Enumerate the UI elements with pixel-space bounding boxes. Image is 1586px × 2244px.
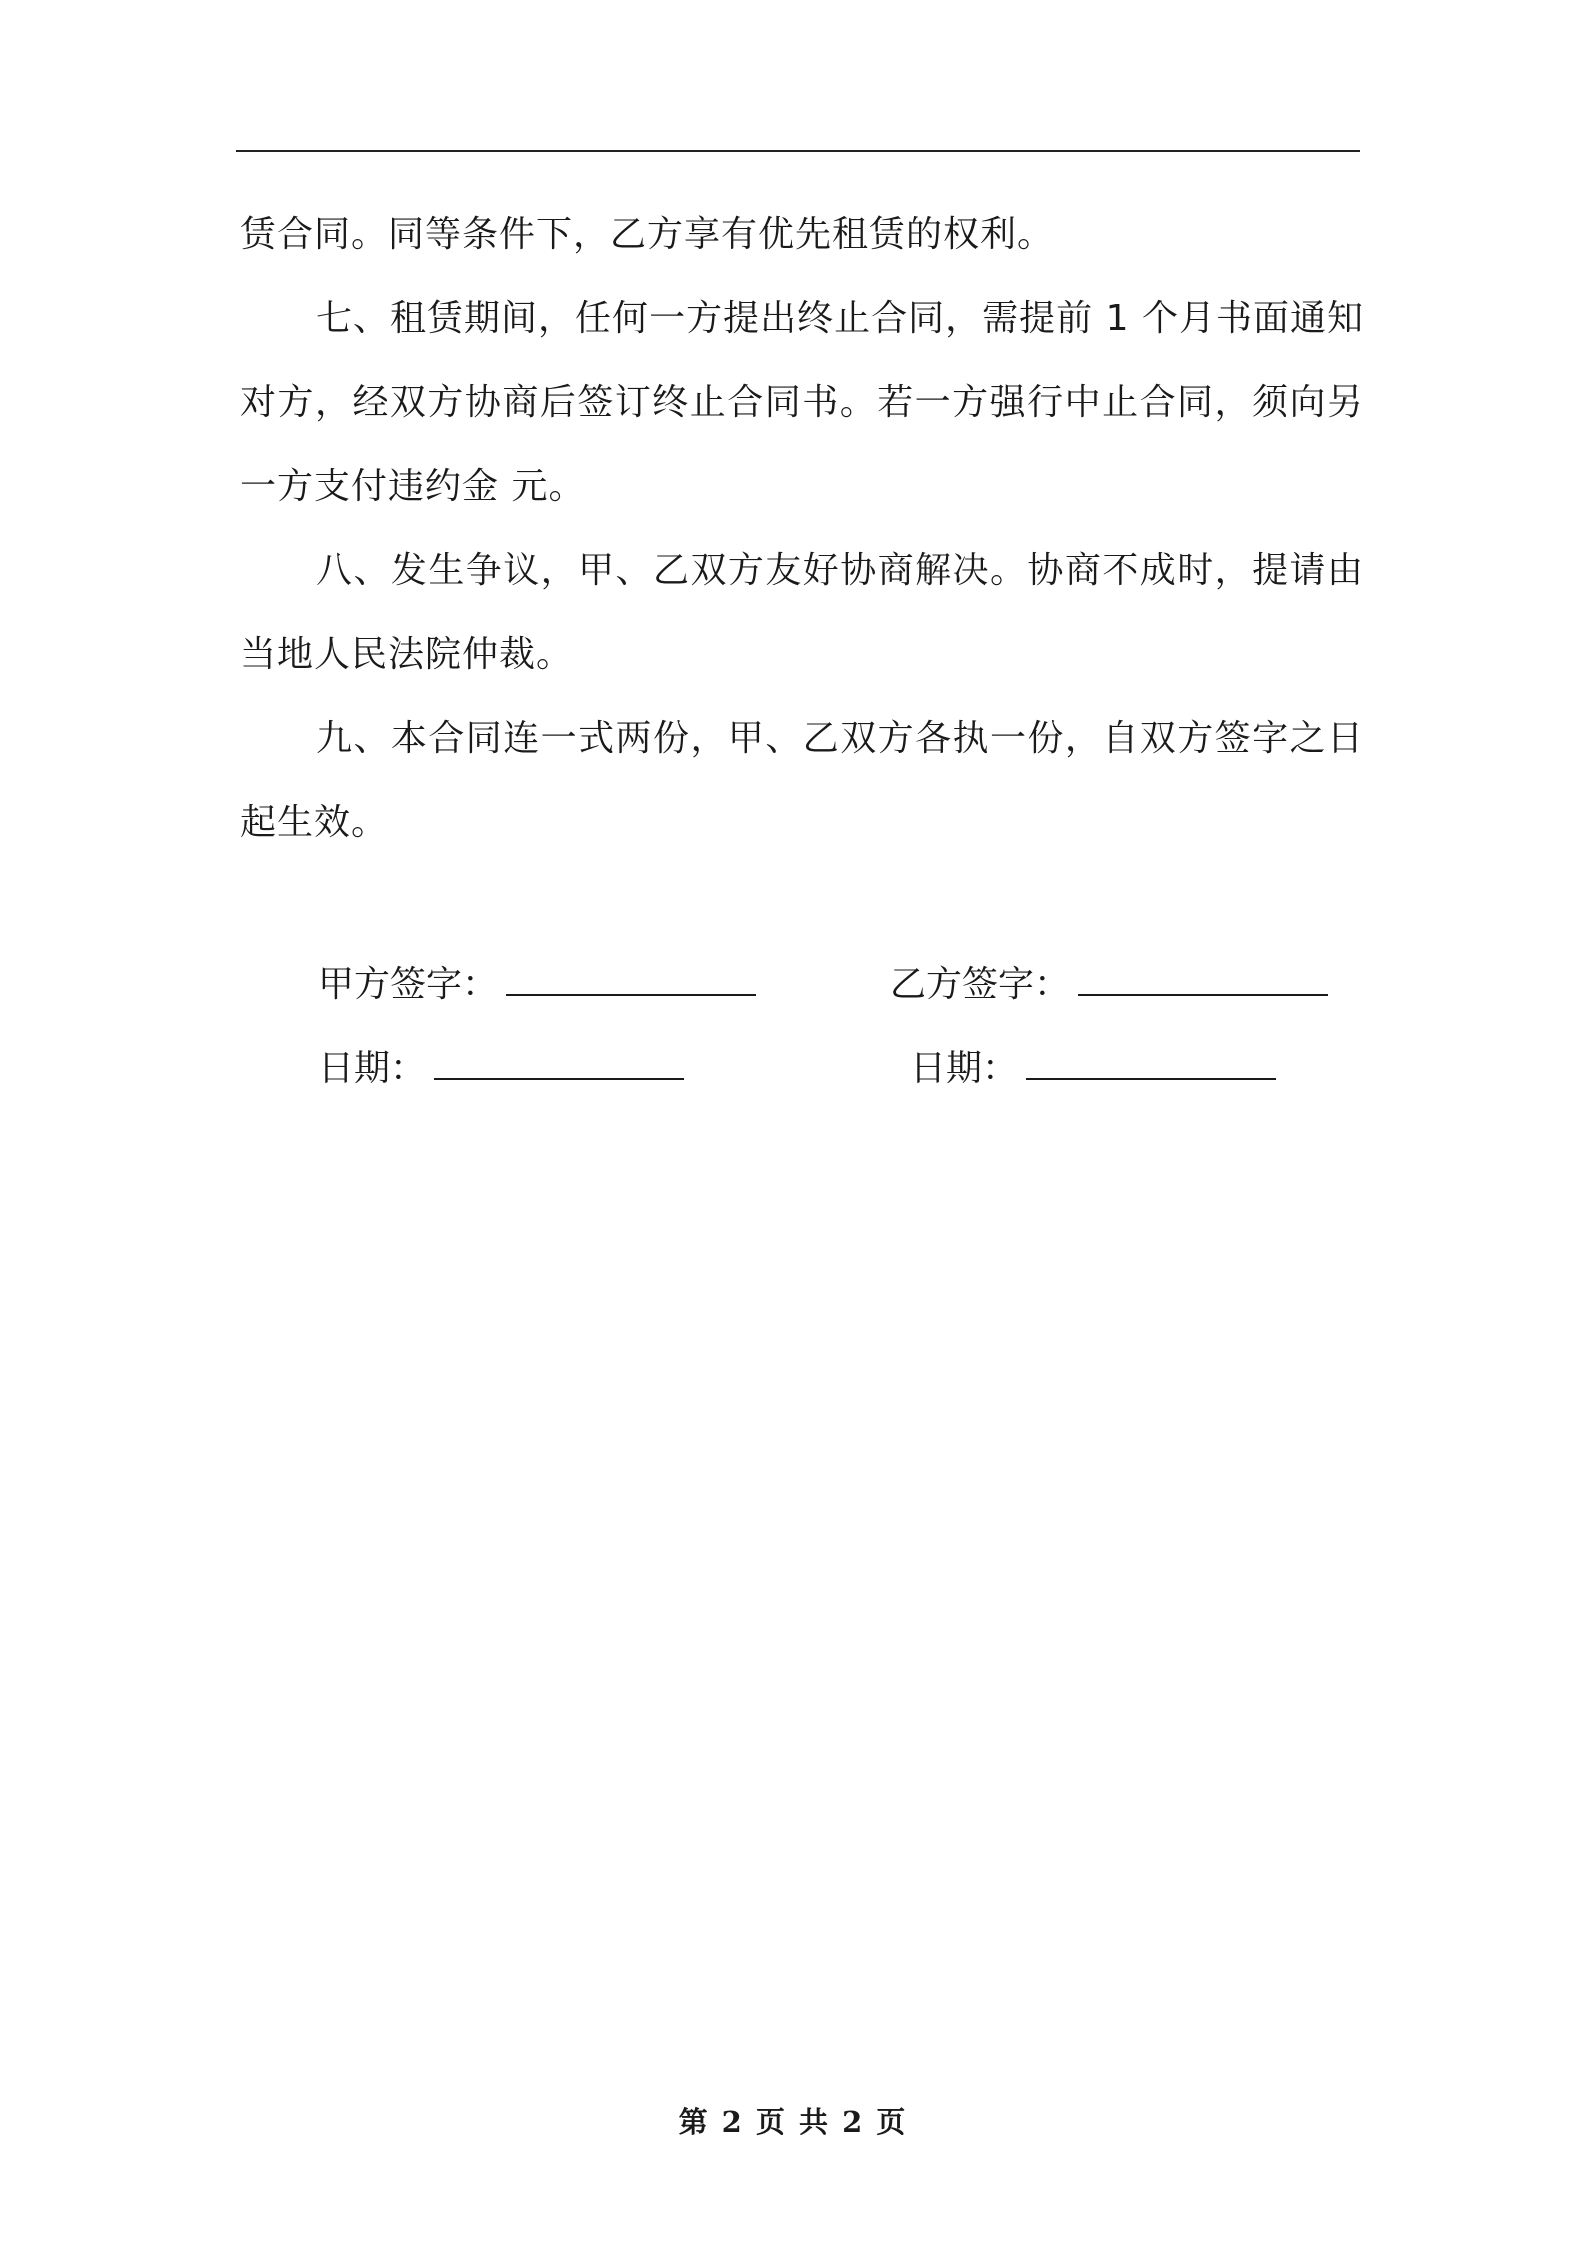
- page-number-footer: 第 2 页 共 2 页: [678, 2105, 908, 2139]
- paragraph-continuation: 赁合同。同等条件下，乙方享有优先租赁的权利。: [240, 214, 1055, 255]
- party-a-date: [318, 1042, 684, 1094]
- party-b-date: [910, 1042, 1276, 1094]
- paragraph-clause-9: 九、本合同连一式两份，甲、乙双方各执一份，自双方签字之日起生效。: [240, 718, 1364, 843]
- party-b-date-line: [1026, 1042, 1276, 1080]
- paragraph-clause-7: 七、租赁期间，任何一方提出终止合同，需提前 1 个月书面通知对方，经双方协商后签订终止合同书。若一方强行中止合同，须向另一方支付违约金 元。: [240, 298, 1364, 507]
- party-a-date-line: [434, 1042, 684, 1080]
- party-a-signature-label: 甲方签字：: [318, 964, 499, 1005]
- paragraph-clause-8: 八、发生争议，甲、乙双方友好协商解决。协商不成时，提请由当地人民法院仲裁。: [240, 550, 1364, 675]
- party-b-date-label: 日期：: [910, 1048, 1019, 1089]
- party-a-signature: [318, 958, 756, 1010]
- contract-body: [240, 193, 1364, 865]
- header-rule: [236, 150, 1360, 152]
- party-a-date-label: 日期：: [318, 1048, 427, 1089]
- party-b-signature: [890, 958, 1328, 1010]
- party-b-signature-line: [1078, 958, 1328, 996]
- party-b-signature-label: 乙方签字：: [890, 964, 1071, 1005]
- party-a-signature-line: [506, 958, 756, 996]
